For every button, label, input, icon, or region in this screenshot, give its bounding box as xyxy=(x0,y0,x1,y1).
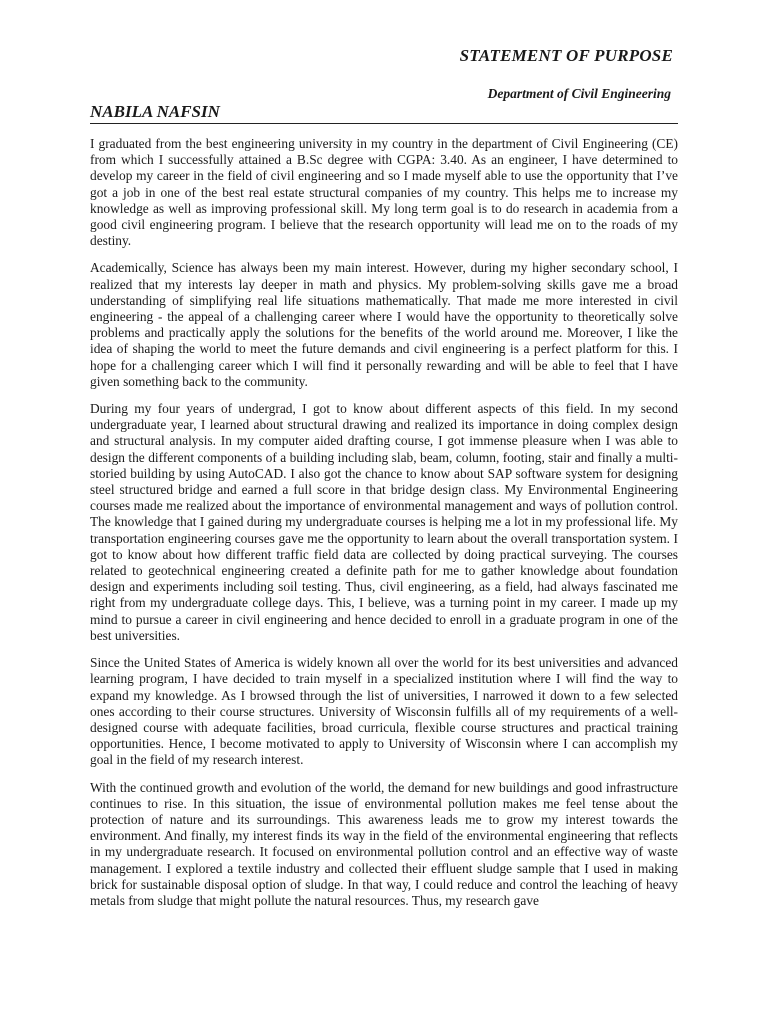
paragraph-5: With the continued growth and evolution of the world, the demand for new buildings and good infrastructure continues to rise. In this situation, the issue of environmental pollution makes me feel tense about the protection of nature and its surroundings. This awareness leads me to grow my interest towards the environment. And finally, my interest finds its way in the field of the environmental engineering that reflects in my undergraduate research. It focused on environmental pollution control and an effective way of waste management. I explored a textile industry and collected their effluent sludge sample that I used in making brick for sustainable disposal option of sludge. In that way, I could reduce and control the leaching of heavy metals from sludge that might pollute the natural resources. Thus, my research gave xyxy=(90,779,678,908)
paragraph-2: Academically, Science has always been my main interest. However, during my higher secondary school, I realized that my interests lay deeper in math and physics. My problem-solving skills gave me a broad understanding of simplifying real life situations mathematically. That made me more interested in civil engineering - the appeal of a challenging career where I would have the opportunity to theoretically solve problems and practically apply the solutions for the benefits of the world around me. Moreover, I like the idea of shaping the world to meet the future demands and civil engineering is a perfect platform for this. I hope for a challenging career which I will find it personally rewarding and will be able to feel that I have given something back to the community. xyxy=(90,260,678,389)
paragraph-4: Since the United States of America is widely known all over the world for its best universities and advanced learning program, I have decided to train myself in a specialized institution where I will find the way to expand my knowledge. As I browsed through the list of universities, I narrowed it down to a few selected ones according to their course structures. University of Wisconsin fulfills all of my requirements of a well-designed course with adequate facilities, broad curricula, flexible course structures and practical training opportunities. Hence, I become motivated to apply to University of Wisconsin where I can accomplish my goal in the field of my research interest. xyxy=(90,655,678,768)
document-title: STATEMENT OF PURPOSE xyxy=(459,46,673,65)
author-name: NABILA NAFSIN xyxy=(90,102,678,124)
paragraph-3: During my four years of undergrad, I got to know about different aspects of this field. In my second undergraduate year, I learned about structural drawing and realized its importance in doing complex design and structural analysis. In my computer aided drafting course, I got immense pleasure when I was able to design the different components of a building including slab, beam, column, footing, stair and finally a multi-storied building by using AutoCAD. I also got the chance to know about SAP software system for designing steel structured bridge and earned a full score in that bridge design class. My Environmental Engineering courses made me realized about the importance of environmental management and ways of pollution control. The knowledge that I gained during my undergraduate courses is helping me a lot in my professional life. My transportation engineering courses gave me the opportunity to learn about the overall transportation system. I got to know about how different traffic field data are collected by doing practical surveying. The courses related to geotechnical engineering created a definite path for me to gather knowledge about foundation design and experiments including soil testing. Thus, civil engineering, as a field, had always fascinated me right from my undergraduate college days. This, I believe, was a turning point in my career. I made up my mind to pursue a career in civil engineering and hence decided to enroll in a graduate program in one of the best universities. xyxy=(90,401,678,643)
paragraph-1: I graduated from the best engineering university in my country in the department of Civil Engineering (CE) from which I successfully attained a B.Sc degree with CGPA: 3.40. As an engineer, I have determined to develop my career in the field of civil engineering and so I made myself able to use the opportunity that I’ve got a job in one of the best real estate structural companies of my country. This helps me to increase my knowledge as well as improving professional skill. My long term goal is to do research in academia from a good civil engineering program. I believe that the research opportunity will lead me on to the roads of my destiny. xyxy=(90,136,678,249)
document-body xyxy=(90,136,678,920)
department-line: Department of Civil Engineering xyxy=(487,86,671,101)
